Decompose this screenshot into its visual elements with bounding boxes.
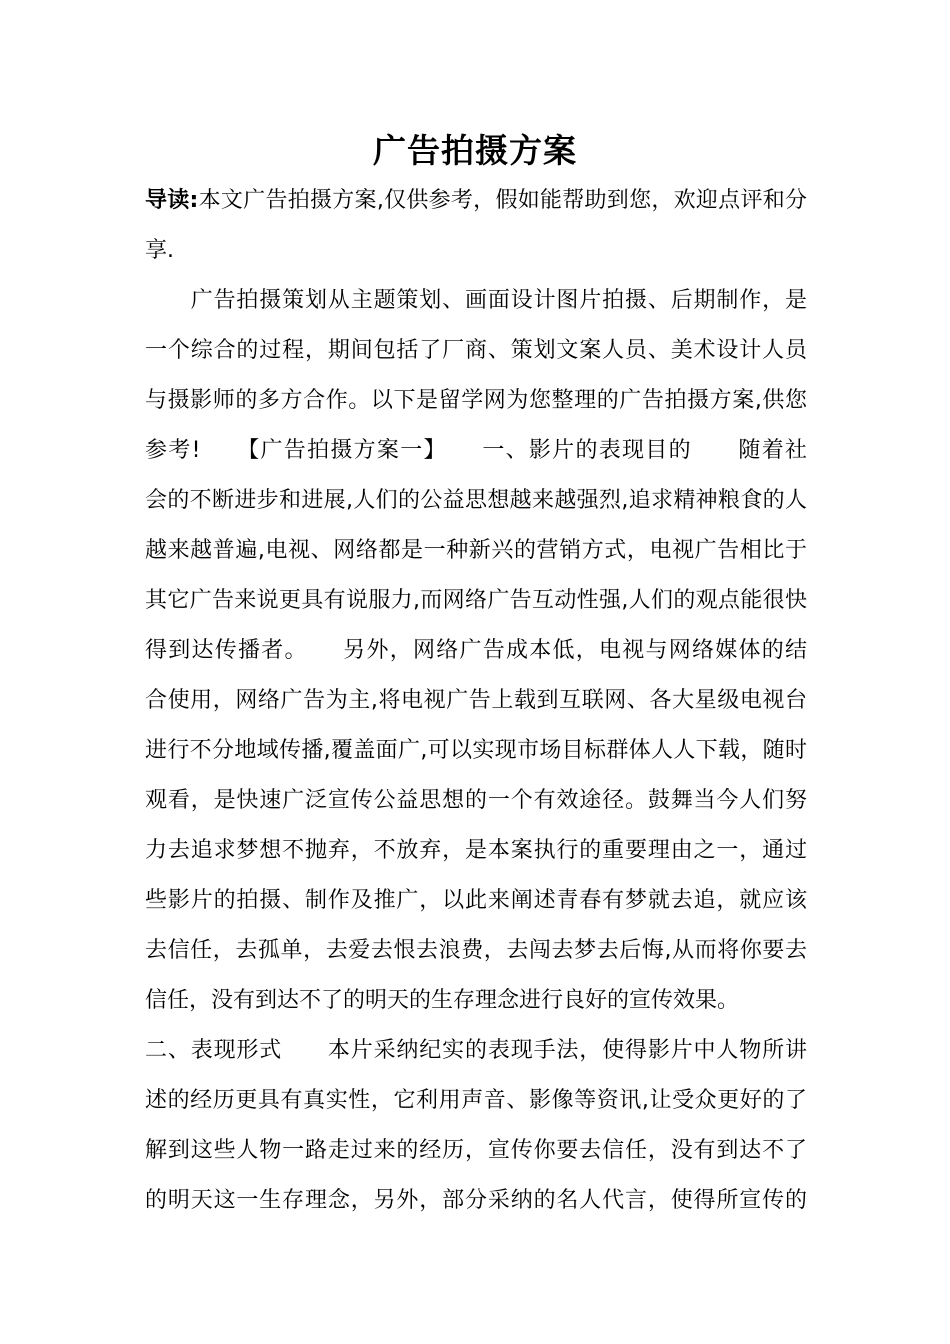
text-line: 享. bbox=[145, 238, 174, 263]
text-line: 解到这些人物一路走过来的经历，宣传你要去信任，没有到达不了 bbox=[145, 1138, 807, 1163]
text-line: 观看，是快速广泛宣传公益思想的一个有效途径。鼓舞当今人们努 bbox=[145, 788, 807, 813]
text-line: 一个综合的过程，期间包括了厂商、策划文案人员、美术设计人员 bbox=[145, 338, 807, 363]
text-line: 越来越普遍,电视、网络都是一种新兴的营销方式，电视广告相比于 bbox=[145, 538, 807, 563]
document-body bbox=[145, 176, 807, 1226]
text-line: 参考! 【广告拍摄方案一】 一、影片的表现目的 随着社 bbox=[145, 438, 807, 463]
text-line: 的明天这一生存理念，另外，部分采纳的名人代言，使得所宣传的 bbox=[145, 1188, 807, 1213]
text-line: 与摄影师的多方合作。以下是留学网为您整理的广告拍摄方案,供您 bbox=[145, 388, 807, 413]
document-title: 广告拍摄方案 bbox=[373, 131, 577, 170]
text-line: 广告拍摄策划从主题策划、画面设计图片拍摄、后期制作，是 bbox=[145, 288, 807, 313]
text-line: 述的经历更具有真实性，它利用声音、影像等资讯,让受众更好的了 bbox=[145, 1088, 807, 1113]
text-line: 信任，没有到达不了的明天的生存理念进行良好的宣传效果。 bbox=[145, 988, 740, 1013]
text-line: 会的不断进步和进展,人们的公益思想越来越强烈,追求精神粮食的人 bbox=[145, 488, 807, 513]
text-line bbox=[145, 176, 807, 226]
text-line: 力去追求梦想不抛弃，不放弃，是本案执行的重要理由之一，通过 bbox=[145, 838, 807, 863]
text-line: 得到达传播者。 另外，网络广告成本低，电视与网络媒体的结 bbox=[145, 638, 807, 663]
text-line: 合使用，网络广告为主,将电视广告上载到互联网、各大星级电视台 bbox=[145, 688, 807, 713]
lead-label: 导读: bbox=[145, 188, 199, 213]
text-line: 进行不分地域传播,覆盖面广,可以实现市场目标群体人人下载，随时 bbox=[145, 738, 807, 763]
lead-text: 本文广告拍摄方案,仅供参考，假如能帮助到您，欢迎点评和分 bbox=[198, 188, 807, 213]
text-line: 其它广告来说更具有说服力,而网络广告互动性强,人们的观点能很快 bbox=[145, 588, 807, 613]
text-line: 二、表现形式 本片采纳纪实的表现手法，使得影片中人物所讲 bbox=[145, 1038, 807, 1063]
text-line: 些影片的拍摄、制作及推广，以此来阐述青春有梦就去追，就应该 bbox=[145, 888, 807, 913]
text-line: 去信任，去孤单，去爱去恨去浪费，去闯去梦去后悔,从而将你要去 bbox=[145, 938, 807, 963]
